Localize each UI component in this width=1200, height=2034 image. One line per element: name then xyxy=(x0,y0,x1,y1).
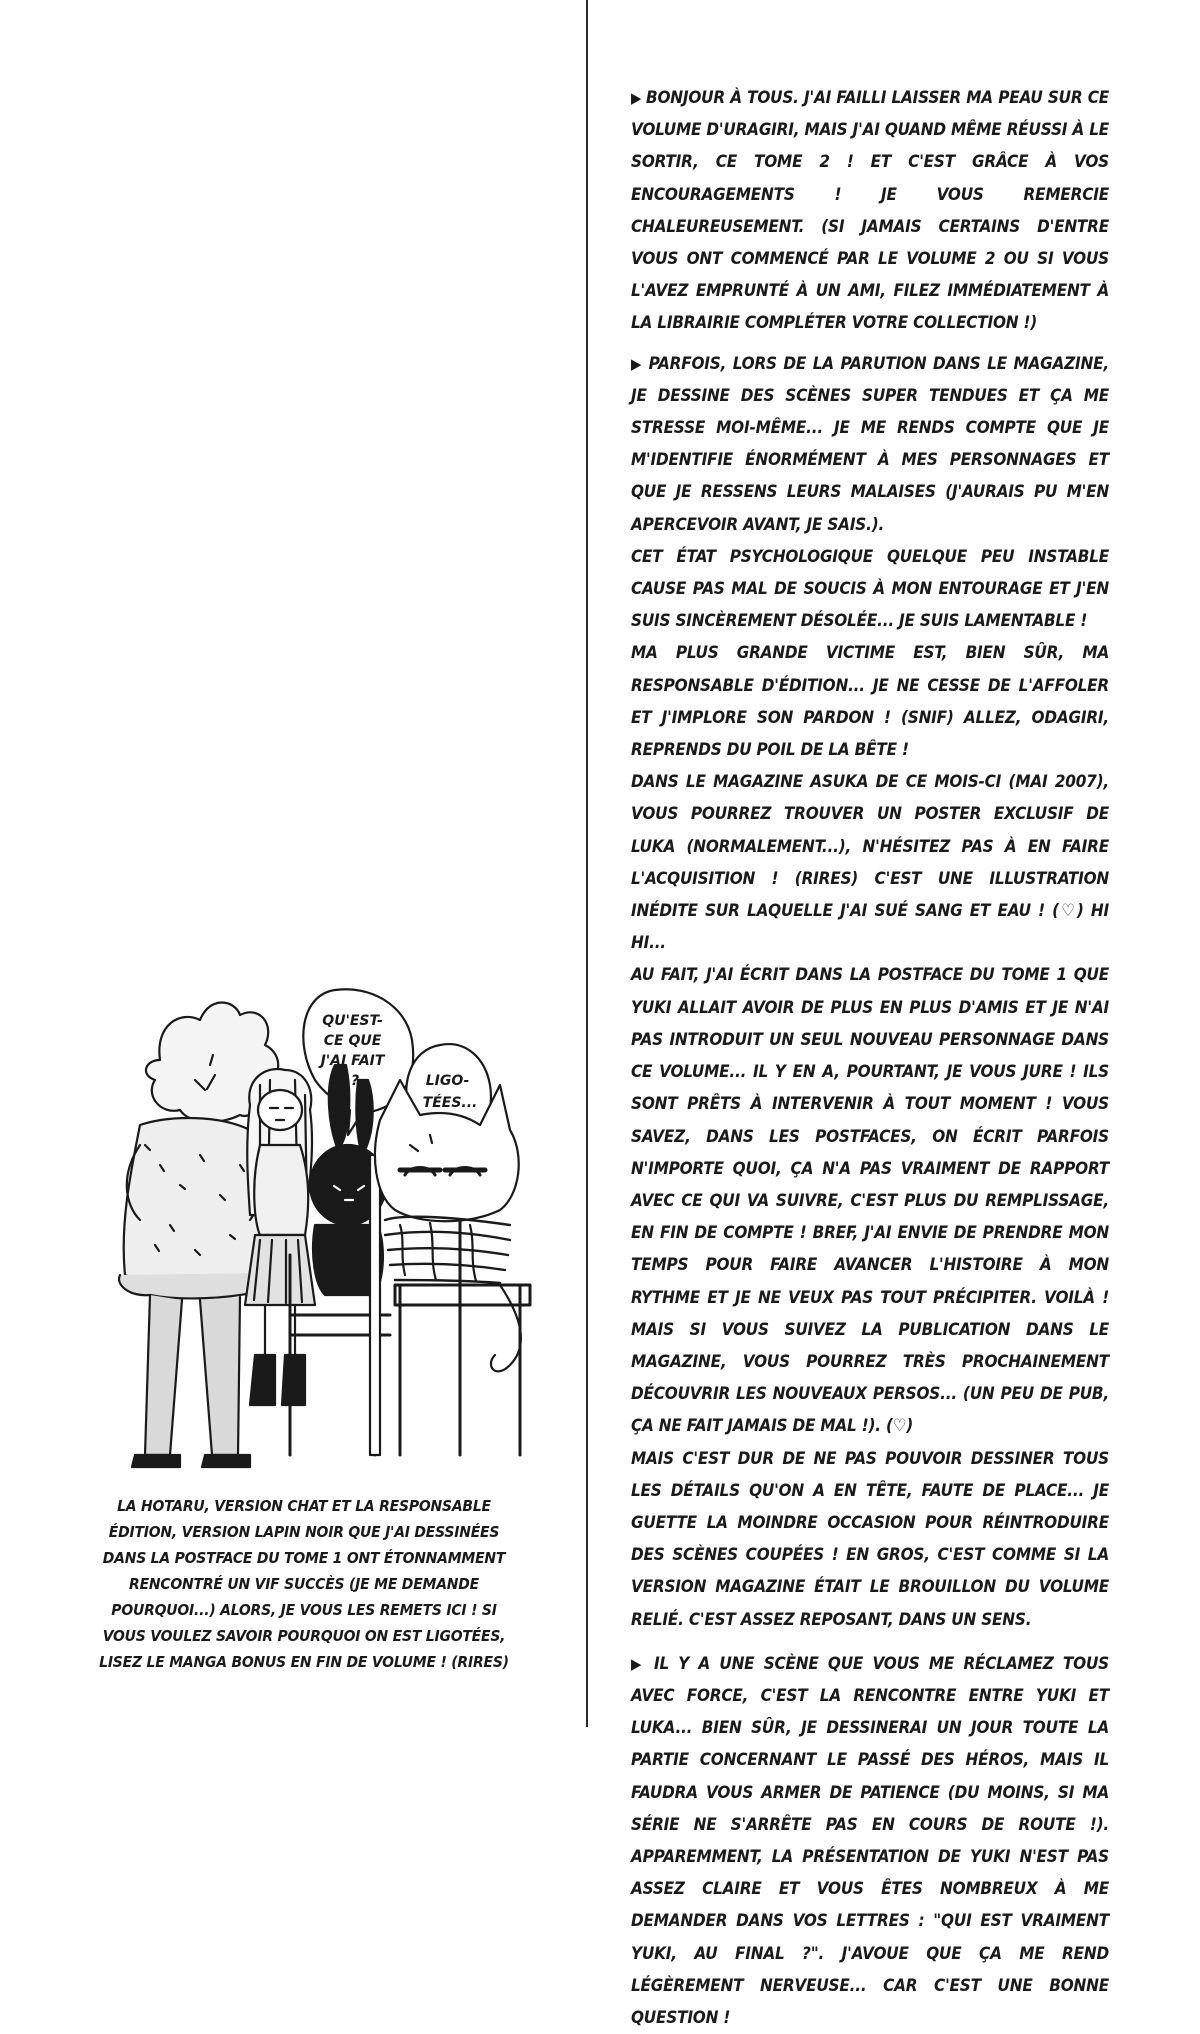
page-gutter-line xyxy=(586,0,588,1727)
paragraph-magazine-poster: DANS LE MAGAZINE ASUKA DE CE MOIS-CI (MAI 2007), VOUS POURREZ TROUVER UN POSTER EXCLUSIF DE LUKA (NORMALEMENT...), N'HÉSITEZ PAS À EN FAIRE L'ACQUISITION ! (RIRES) C'EST UNE ILLUSTRATION INÉDITE SUR LAQUELLE J'AI SUÉ SANG ET EAU ! (♡) HI HI... xyxy=(631,772,1109,954)
paragraph-yuki-luka: ▶ IL Y A UNE SCÈNE QUE VOUS ME RÉCLAMEZ TOUS AVEC FORCE, C'EST LA RENCONTRE ENTRE YUKI ET LUKA... BIEN SÛR, JE DESSINERAI UN JOUR TOUTE LA PARTIE CONCERNANT LE PASSÉ DES HÉROS, MAIS IL FAUDRA VOUS ARMER DE PATIENCE (DU MOINS, SI MA SÉRIE NE S'ARRÊTE PAS EN COURS DE ROUTE !). APPAREMMENT, LA PRÉSENTATION DE YUKI N'EST PAS ASSEZ CLAIRE ET VOUS ÊTES NOMBREUX À ME DEMANDER DANS VOS LETTRES : "QUI EST VRAIMENT YUKI, AU FINAL ?". J'AVOUE QUE ÇA ME REND LÉGÈREMENT NERVEUSE... CAR C'EST UNE BONNE QUESTION ! xyxy=(631,1648,1109,2034)
illustration-caption: LA HOTARU, VERSION CHAT ET LA RESPONSABLE ÉDITION, VERSION LAPIN NOIR QUE J'AI DESSINÉES DANS LA POSTFACE DU TOME 1 ONT ÉTONNAMMENT RENCONTRÉ UN VIF SUCCÈS (JE ME DEMANDE POURQUOI...) ALORS, JE VOUS LES REMETS ICI ! SI VOUS VOULEZ SAVOIR POURQUOI ON EST LIGOTÉES, LISEZ LE MANGA BONUS EN FIN DE VOLUME ! (RIRES) xyxy=(99,1497,509,1671)
afterword-text-column xyxy=(631,82,1109,2034)
paragraph-new-characters: AU FAIT, J'AI ÉCRIT DANS LA POSTFACE DU TOME 1 QUE YUKI ALLAIT AVOIR DE PLUS EN PLUS D'AMIS ET JE N'AI PAS INTRODUIT UN SEUL NOUVEAU PERSONNAGE DANS CE VOLUME... IL Y EN A, POURTANT, JE VOUS JURE ! ILS SONT PRÊTS À INTERVENIR À TOUT MOMENT ! VOUS SAVEZ, DANS LES POSTFACES, ON ÉCRIT PARFOIS N'IMPORTE QUOI, ÇA N'A PAS VRAIMENT DE RAPPORT AVEC CE QUI VA SUIVRE, C'EST PLUS DU REMPLISSAGE, EN FIN DE COMPTE ! BREF, J'AI ENVIE DE PRENDRE MON TEMPS POUR FAIRE AVANCER L'HISTOIRE À MON RYTHME ET JE NE VEUX PAS TOUT PRÉCIPITER. VOILÀ ! MAIS SI VOUS SUIVEZ LA PUBLICATION DANS LE MAGAZINE, VOUS POURREZ TRÈS PROCHAINEMENT DÉCOUVRIR LES NOUVEAUX PERSOS... (UN PEU DE PUB, ÇA NE FAIT JAMAIS DE MAL !). (♡) xyxy=(631,965,1109,1437)
paragraph-stress: ▶ PARFOIS, LORS DE LA PARUTION DANS LE MAGAZINE, JE DESSINE DES SCÈNES SUPER TENDUES ET ÇA ME STRESSE MOI-MÊME... JE ME RENDS COMPTE QUE JE M'IDENTIFIE ÉNORMÉMENT À MES PERSONNAGES ET QUE JE RESSENS LEURS MALAISES (J'AURAIS PU M'EN APERCEVOIR AVANT, JE SAIS.). xyxy=(631,348,1109,541)
bubble1-text: QU'EST- CE QUE J'AI FAIT ? xyxy=(320,1013,385,1089)
paragraph-intro: ▶ BONJOUR À TOUS. J'AI FAILLI LAISSER MA PEAU SUR CE VOLUME D'URAGIRI, MAIS J'AI QUAND MÊME RÉUSSI À LE SORTIR, CE TOME 2 ! ET C'EST GRÂCE À VOS ENCOURAGEMENTS ! JE VOUS REMERCIE CHALEUREUSEMENT. (SI JAMAIS CERTAINS D'ENTRE VOUS ONT COMMENCÉ PAR LE VOLUME 2 OU SI VOUS L'AVEZ EMPRUNTÉ À UN AMI, FILEZ IMMÉDIATEMENT À LA LIBRAIRIE COMPLÉTER VOTRE COLLECTION !) xyxy=(631,82,1109,340)
paragraph-psychology: CET ÉTAT PSYCHOLOGIQUE QUELQUE PEU INSTABLE CAUSE PAS MAL DE SOUCIS À MON ENTOURAGE ET J'EN SUIS SINCÈREMENT DÉSOLÉE... JE SUIS LAMENTABLE ! xyxy=(631,546,1109,632)
paragraph-cut-scenes: MAIS C'EST DUR DE NE PAS POUVOIR DESSINER TOUS LES DÉTAILS QU'ON A EN TÊTE, FAUTE DE PLACE... JE GUETTE LA MOINDRE OCCASION POUR RÉINTRODUIRE DES SCÈNES COUPÉES ! EN GROS, C'EST COMME SI LA VERSION MAGAZINE ÉTAIT LE BROUILLON DU VOLUME RELIÉ. C'EST ASSEZ REPOSANT, DANS UN SENS. xyxy=(631,1448,1109,1630)
paragraph-editor: MA PLUS GRANDE VICTIME EST, BIEN SÛR, MA RESPONSABLE D'ÉDITION... JE NE CESSE DE L'AFFOLER ET J'IMPLORE SON PARDON ! (SNIF) ALLEZ, ODAGIRI, REPRENDS DU POIL DE LA BÊTE ! xyxy=(631,643,1109,761)
manga-illustration xyxy=(100,985,540,1485)
bubble2-text: LIGO- TÉES... xyxy=(422,1073,478,1111)
